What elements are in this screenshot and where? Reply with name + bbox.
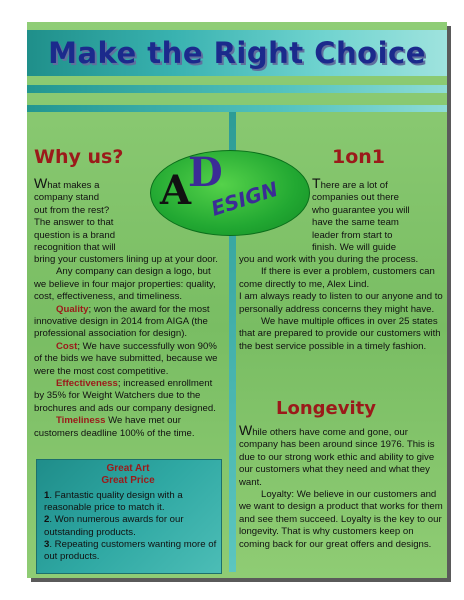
one-on-one-intro: There are a lot of companies out there who guarantee you will have the same team leader from start to finish. We will guide	[312, 175, 410, 254]
intro-text: What makes a company stand out from the rest? The answer to that question is a brand recognition that will	[34, 175, 116, 254]
divider-band	[27, 105, 447, 112]
box-list	[44, 490, 218, 563]
heading-why-us: Why us?	[34, 146, 124, 168]
logo-letter-d: D	[188, 150, 223, 196]
adesign-logo	[150, 150, 308, 234]
heading-longevity: Longevity	[276, 398, 376, 419]
page-title: Make the Right Choice	[48, 36, 426, 70]
logo-esign: ESIGN	[208, 176, 281, 221]
body-text-right: you and work with you during the process. If there is ever a problem, customers can come directly to me, Alex Lind. I am always ready to listen to our anyone and to personally address concerns they might have. We have multiple offices in over 25 states that are prepared to provide our customers with the best service possible in a timely fashion.	[239, 254, 443, 352]
list-item: 2. Won numerous awards for our outstanding products.	[44, 514, 184, 538]
list-item: 1. Fantastic quality design with a reasonable price to match it.	[44, 490, 183, 514]
longevity-text: While others have come and gone, our company has been around since 1976. This is due to our strong work ethic and ability to give our customers what they need and what they want. Loyalty: We believe in our customers and we want to design a product that works for them and see them succeed. Loyalty is the key to our longevity. That is why customers keep on coming back for our great offers and designs.	[239, 422, 443, 550]
keyword-effectiveness: Effectiveness	[56, 378, 118, 390]
keyword-quality: Quality	[56, 303, 89, 315]
divider-band	[27, 85, 447, 93]
list-item: 3. Repeating customers wanting more of out products.	[44, 538, 217, 563]
keyword-cost: Cost	[56, 340, 78, 352]
box-title: Great Art Great Price	[101, 463, 155, 486]
heading-1on1: 1on1	[332, 146, 386, 168]
logo-letter-a: A	[160, 167, 192, 214]
keyword-timeliness: Timeliness	[56, 415, 106, 427]
body-text-left: bring your customers lining up at your door. Any company can design a logo, but we believe in four major properties: quality, cost, effectiveness, and timeliness. Quality; won the award for the most innovative design in 2014 from AIGA (the professional association for design). Cost; We have successfully won 90% of the bids we have submitted, because we were the most cost competitive. Effectiveness; increased enrollment by 35% for Weight Watchers due to the brochures and ads our company designed. Timeliness We have met our customers deadline 100% of the time.	[34, 254, 218, 439]
